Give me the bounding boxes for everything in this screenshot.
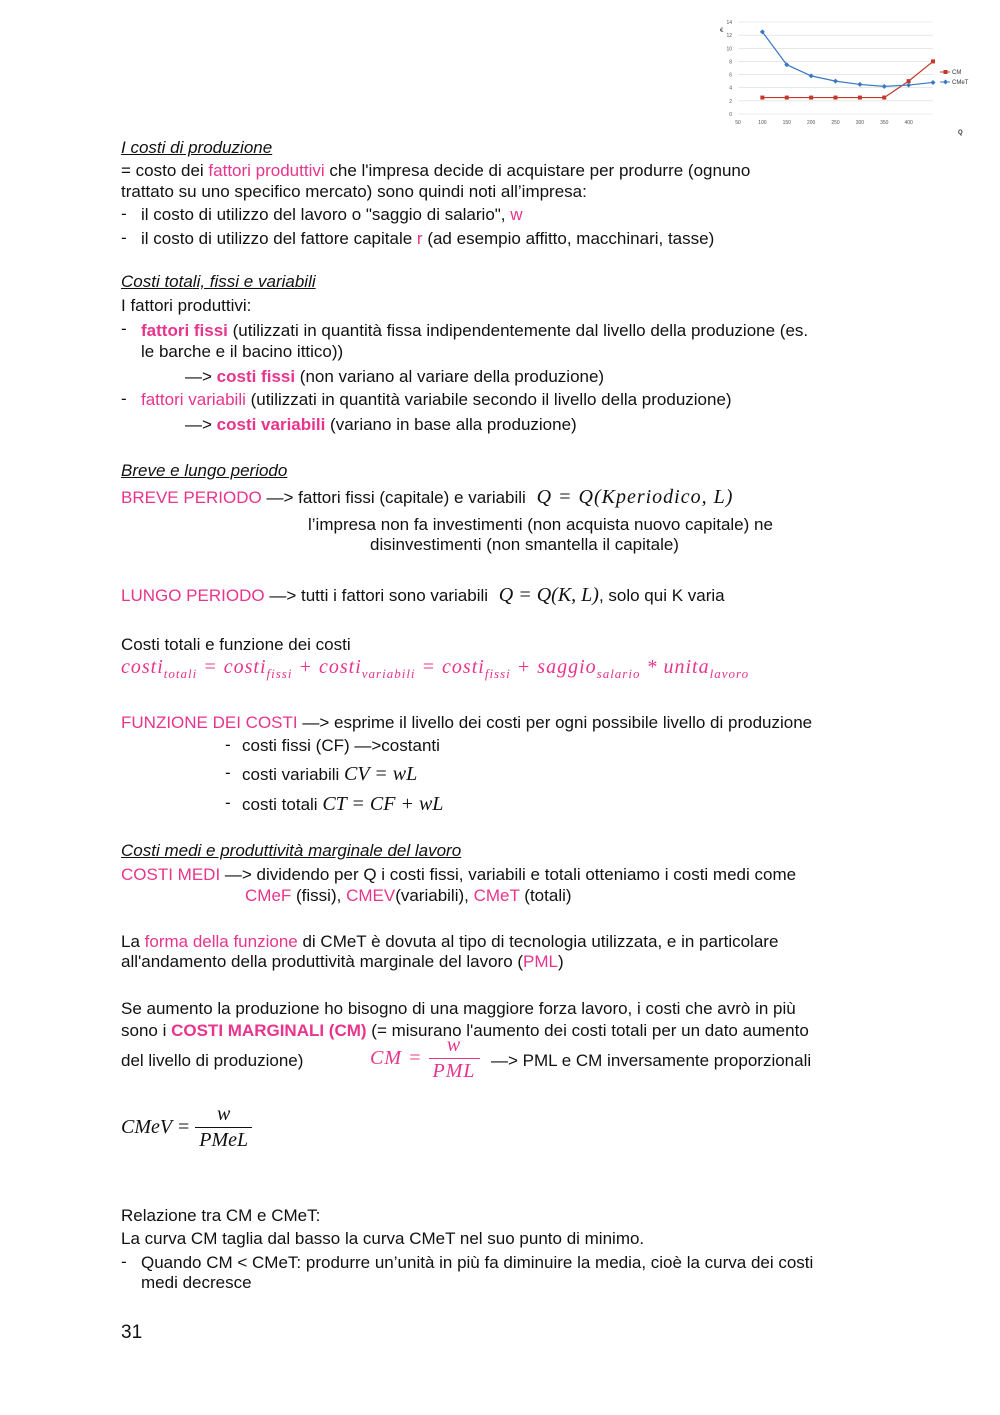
y-tick-label: 10 <box>726 46 732 53</box>
bullet-dash: - <box>121 389 127 408</box>
formula-cm: CM = $\frac{w}{\text{PML}}$ <box>370 1033 480 1084</box>
list-item-cont: medi decresce <box>141 1273 252 1292</box>
list-item: costi totali CT = CF + wL <box>242 793 444 815</box>
cm-note: —> PML e CM inversamente proporzionali <box>491 1051 812 1070</box>
legend-marker <box>943 80 948 85</box>
formula: Q = Q(Kperiodico, L) <box>536 486 734 508</box>
paragraph: I fattori produttivi: <box>121 296 252 315</box>
data-point <box>882 96 886 100</box>
legend-label: CM <box>952 70 962 76</box>
paragraph: = costo dei fattori produttivi che l'impresa decide di acquistare per produrre (ognuno <box>121 161 751 180</box>
list-item-cont: le barche e il bacino ittico)) <box>141 342 344 361</box>
data-point <box>809 96 813 100</box>
list-item: il costo di utilizzo del lavoro o "saggio di salario", w <box>141 205 523 224</box>
lungo-periodo-line: LUNGO PERIODO —> tutti i fattori sono variabili Q = Q(K, L), solo qui K varia <box>121 584 725 606</box>
list-item: Quando CM < CMeT: produrre un’unità in più fa diminuire la media, cioè la curva dei costi <box>141 1253 814 1272</box>
bullet-dash: - <box>225 763 231 782</box>
x-tick-label: 300 <box>855 120 865 126</box>
x-tick-label: 200 <box>806 120 816 126</box>
costi-medi-line-2: CMeF (fissi), CMEV(variabili), CMeT (totali) <box>245 886 572 905</box>
list-item: costi fissi (CF) —>costanti <box>242 736 440 755</box>
x-tick-label: 150 <box>782 120 791 126</box>
data-point <box>858 96 862 100</box>
bullet-dash: - <box>121 319 127 338</box>
data-point <box>906 83 911 88</box>
bullet-dash: - <box>121 1252 127 1271</box>
breve-periodo-line: BREVE PERIODO —> fattori fissi (capitale) e variabili Q = Q(Kperiodico, L) <box>121 486 734 508</box>
paragraph-line: all'andamento della produttività marginale del lavoro (PML) <box>121 952 564 971</box>
x-axis-label: Q <box>958 130 963 136</box>
data-point <box>907 79 911 83</box>
legend-marker <box>944 70 948 74</box>
list-item: il costo di utilizzo del fattore capitale r (ad esempio affitto, macchinari, tasse) <box>141 229 715 248</box>
formula-costi-totali: costi$_{totali}$ = costi$_{fissi}$ + costi$_{variabili}$ = costi$_{fissi}$ + saggio$_{salario}$ * unita$_{lavoro}$ <box>121 656 750 681</box>
paragraph: Relazione tra CM e CMeT: <box>121 1206 321 1225</box>
section-title-costi-totali: Costi totali, fissi e variabili <box>121 272 316 291</box>
list-item: costi variabili CV = wL <box>242 763 418 785</box>
data-point <box>809 73 814 78</box>
highlight-term: fattori produttivi <box>208 161 325 180</box>
y-tick-label: 2 <box>729 98 732 105</box>
x-tick-label: 250 <box>831 120 840 126</box>
y-axis-label: € <box>720 28 724 34</box>
y-tick-label: 14 <box>726 20 732 26</box>
series-line-CMeT <box>762 32 933 87</box>
bullet-dash: - <box>225 735 231 754</box>
y-tick-label: 8 <box>729 59 732 66</box>
paragraph-line: trattato su uno specifico mercato) sono quindi noti all’impresa: <box>121 182 587 201</box>
y-tick-label: 6 <box>729 72 732 79</box>
section-title-breve-lungo: Breve e lungo periodo <box>121 461 288 480</box>
section-title-costi-medi: Costi medi e produttività marginale del lavoro <box>121 841 462 860</box>
data-point <box>834 96 838 100</box>
x-tick-label: 50 <box>735 120 741 126</box>
paragraph: La forma della funzione di CMeT è dovuta al tipo di tecnologia utilizzata, e in particolare <box>121 932 779 951</box>
data-point <box>882 84 887 89</box>
data-point <box>931 59 935 63</box>
cost-chart <box>718 14 980 138</box>
y-tick-label: 12 <box>726 33 732 40</box>
formula-cmev: CMeV = $\frac{w}{\text{PMeL}}$ <box>121 1102 252 1153</box>
paragraph: La curva CM taglia dal basso la curva CMeT nel suo punto di minimo. <box>121 1229 645 1248</box>
data-point <box>833 79 838 84</box>
list-item: fattori fissi (utilizzati in quantità fissa indipendentemente dal livello della produzione (es. <box>141 321 809 340</box>
paragraph-line: sono i COSTI MARGINALI (CM) (= misurano l'aumento dei costi totali per un dato aumento <box>121 1021 809 1040</box>
data-point <box>931 80 936 85</box>
paragraph-line: l’impresa non fa investimenti (non acquista nuovo capitale) ne <box>308 515 773 534</box>
section-title-costi-produzione: I costi di produzione <box>121 138 273 157</box>
data-point <box>760 96 764 100</box>
formula: Q = Q(K, L) <box>498 584 599 606</box>
legend-label: CMeT <box>952 80 969 86</box>
bullet-dash: - <box>121 204 127 223</box>
y-tick-label: 4 <box>729 85 732 92</box>
data-point <box>857 82 862 87</box>
paragraph-line: del livello di produzione) <box>121 1051 304 1070</box>
y-tick-label: 0 <box>729 112 732 118</box>
data-point <box>785 96 789 100</box>
x-tick-label: 400 <box>904 120 913 126</box>
x-tick-label: 100 <box>758 120 767 126</box>
bullet-dash: - <box>225 793 231 812</box>
paragraph: Costi totali e funzione dei costi <box>121 635 351 654</box>
x-tick-label: 350 <box>880 120 889 126</box>
funzione-costi-line: FUNZIONE DEI COSTI —> esprime il livello dei costi per ogni possibile livello di produzione <box>121 713 813 732</box>
arrow-line: —> costi variabili (variano in base alla produzione) <box>185 415 577 434</box>
page-number: 31 <box>121 1322 143 1343</box>
paragraph-line: disinvestimenti (non smantella il capitale) <box>370 535 679 554</box>
costi-medi-line: COSTI MEDI —> dividendo per Q i costi fissi, variabili e totali otteniamo i costi medi come <box>121 865 797 884</box>
bullet-dash: - <box>121 228 127 247</box>
paragraph: Se aumento la produzione ho bisogno di una maggiore forza lavoro, i costi che avrò in più <box>121 999 796 1018</box>
list-item: fattori variabili (utilizzati in quantità variabile secondo il livello della produzione) <box>141 390 732 409</box>
arrow-line: —> costi fissi (non variano al variare della produzione) <box>185 367 605 386</box>
